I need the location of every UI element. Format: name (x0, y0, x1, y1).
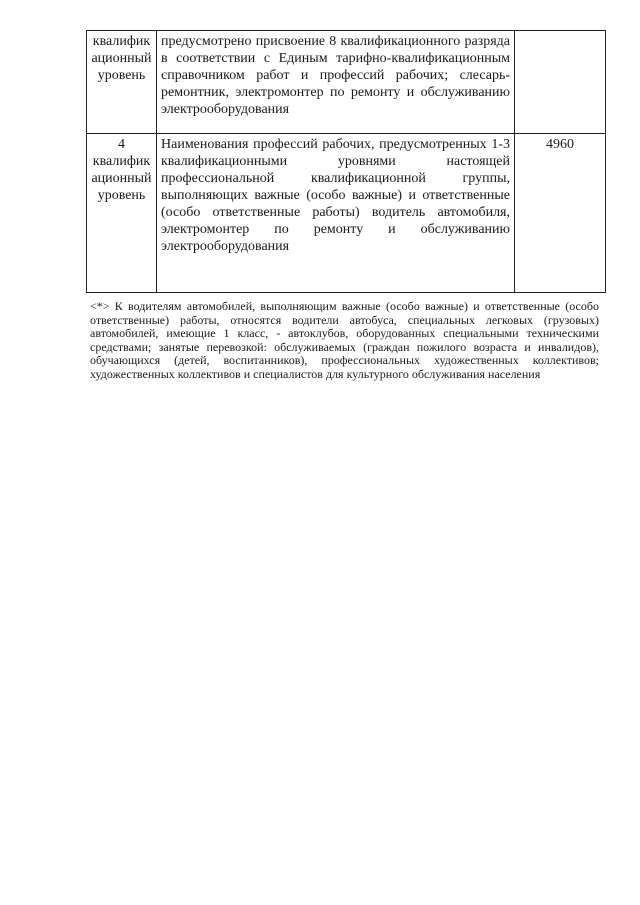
level-text: ационный (91, 51, 152, 66)
level-text: уровень (97, 68, 146, 83)
level-text: ационный (91, 171, 152, 186)
footnote: <*> К водителям автомобилей, выполняющим важные (особо важные) и ответственные (особо ответственные) работы, относятся водители автобуса, специальных легковых (грузовых) автомобилей, имеющие 1 класс, - автоклубов, оборудованных специальными техническими средствами; занятые перевозкой: обслуживаемых (граждан пожилого возраста и инвалидов), обучающихся (детей, воспитанников), профессиональных художественных коллективов; художественных коллективов и специалистов для культурного обслуживания населения (90, 299, 599, 381)
salary-amount-cell: 4960 (515, 134, 606, 293)
salary-amount-cell (515, 31, 606, 134)
table-row (87, 31, 606, 134)
qualification-level-cell (87, 134, 157, 293)
qualification-level-cell (87, 31, 157, 134)
profession-description-cell: Наименования профессий рабочих, предусмотренных 1-3 квалификационными уровнями настоящей профессиональной квалификационной группы, выполняющих важные (особо важные) и ответственные (особо ответственные работы) водитель автомобиля, электромонтер по ремонту и обслуживанию электрооборудования (157, 134, 515, 293)
profession-description-cell: предусмотрено присвоение 8 квалификационного разряда в соответствии с Единым тарифно-квалификационным справочником работ и профессий рабочих; слесарь-ремонтник, электромонтер по ремонту и обслуживанию электрооборудования (157, 31, 515, 134)
level-text: квалифик (92, 154, 151, 169)
salary-table (86, 30, 606, 293)
table-row (87, 134, 606, 293)
level-text: квалифик (92, 34, 151, 49)
level-number: 4 (118, 137, 125, 152)
level-text: уровень (97, 188, 146, 203)
